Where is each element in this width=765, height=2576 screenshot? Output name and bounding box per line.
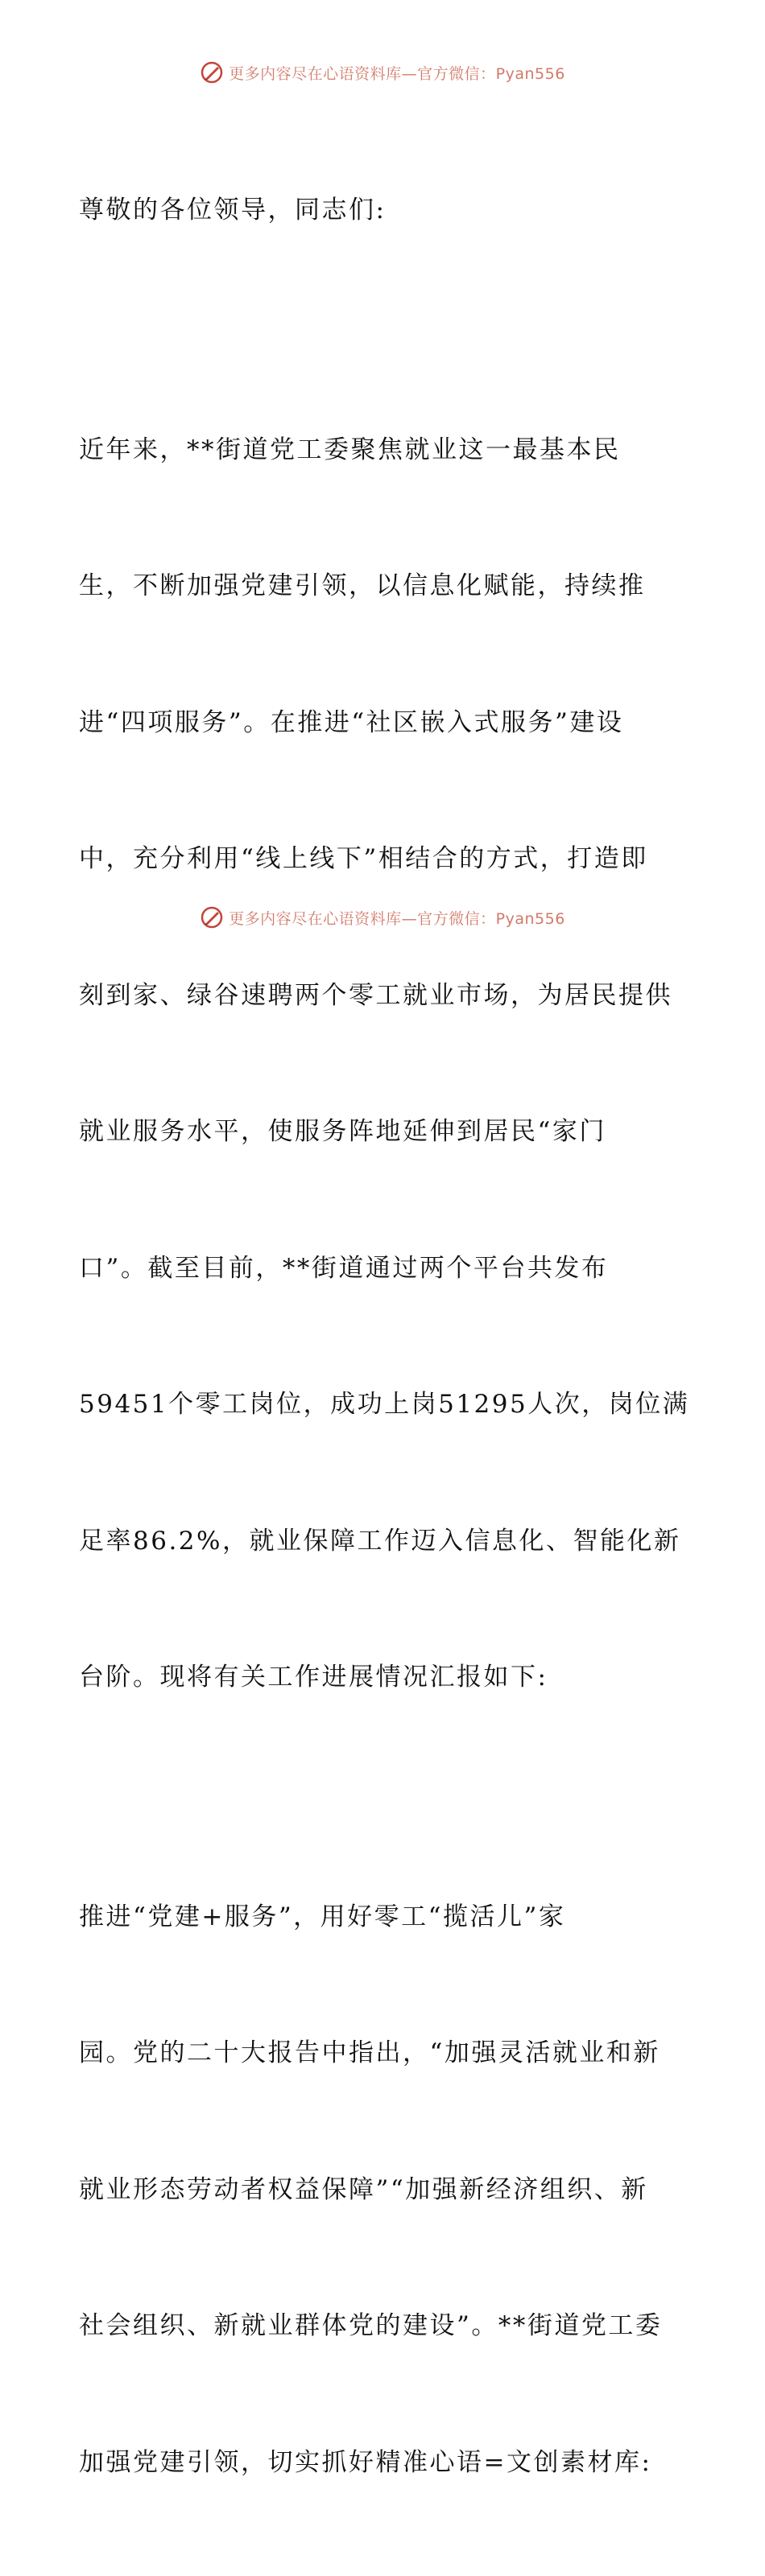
text-line: 生，不断加强党建引领，以信息化赋能，持续推 bbox=[79, 563, 684, 609]
text-line: 就业形态劳动者权益保障”“加强新经济组织、新 bbox=[79, 2167, 684, 2213]
text-line: 59451个零工岗位，成功上岗51295人次，岗位满 bbox=[79, 1382, 684, 1428]
text-line: 足率86.2%，就业保障工作迈入信息化、智能化新 bbox=[79, 1519, 684, 1564]
quill-logo-icon bbox=[200, 905, 224, 929]
text-line: 中，充分利用“线上线下”相结合的方式，打造即 bbox=[79, 836, 684, 882]
footer-watermark bbox=[0, 901, 765, 934]
watermark-text: 更多内容尽在心语资料库—官方微信：Pyan556 bbox=[229, 907, 565, 929]
greeting bbox=[79, 97, 684, 324]
text-line: 口”。截至目前，**街道通过两个平台共发布 bbox=[79, 1246, 684, 1292]
quill-logo-icon bbox=[200, 60, 224, 84]
text-line: 园。党的二十大报告中指出，“加强灵活就业和新 bbox=[79, 2030, 684, 2076]
header-watermark bbox=[0, 56, 765, 89]
text-line: 社会组织、新就业群体党的建设”。**街道党工委 bbox=[79, 2303, 684, 2349]
text-line: 台阶。现将有关工作进展情况汇报如下: bbox=[79, 1655, 684, 1700]
text-line: 近年来，**街道党工委聚焦就业这一最基本民 bbox=[79, 427, 684, 473]
paragraph-intro bbox=[79, 336, 684, 1791]
text-line: 推进“党建+服务”，用好零工“揽活儿”家 bbox=[79, 1894, 684, 1940]
document-body bbox=[79, 97, 684, 2576]
text-line: 就业服务水平，使服务阵地延伸到居民“家门 bbox=[79, 1109, 684, 1155]
text-line: 加强党建引领，切实抓好精准心语=文创素材库: bbox=[79, 2440, 684, 2486]
text-line: 进“四项服务”。在推进“社区嵌入式服务”建设 bbox=[79, 700, 684, 746]
watermark-text: 更多内容尽在心语资料库—官方微信：Pyan556 bbox=[229, 62, 565, 84]
text-line: 刻到家、绿谷速聘两个零工就业市场，为居民提供 bbox=[79, 973, 684, 1019]
paragraph-party-building bbox=[79, 1803, 684, 2576]
text-line: 尊敬的各位领导，同志们: bbox=[79, 188, 684, 233]
